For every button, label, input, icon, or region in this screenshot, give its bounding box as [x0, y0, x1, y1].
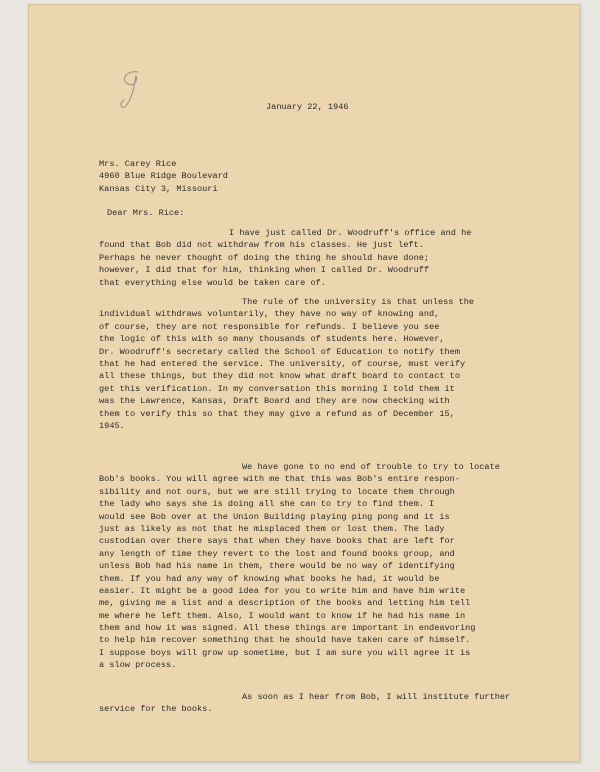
paragraph-line: of course, they are not responsible for refunds. I believe you see [99, 321, 440, 332]
paragraph-line: a slow process. [99, 660, 177, 671]
paragraph-line: the logic of this with so many thousands of students here. However, [99, 334, 445, 345]
paragraph-line: Dr. Woodruff's secretary called the School of Education to notify them [99, 346, 460, 357]
letter-page [28, 4, 580, 762]
paragraph-line: I have just called Dr. Woodruff's office and he [229, 228, 472, 238]
paragraph-line: just as likely as not that he misplaced them or lost them. The lady [99, 523, 445, 534]
paragraph-line: get this verification. In my conversation this morning I told them it [99, 383, 455, 394]
paragraph-line: custodian over there says that when they have books that are left for [99, 536, 455, 547]
paragraph-line: was the Lawrence, Kansas, Draft Board and they are now checking with [99, 396, 450, 407]
paragraph-line: them. If you had any way of knowing what books he had, it would be [99, 573, 440, 584]
paragraph-line: me where he left them. Also, I would want to know if he had his name in [99, 610, 466, 621]
paragraph-line: As soon as I hear from Bob, I will institute further [242, 692, 511, 702]
paragraph-line: that everything else would be taken care of. [99, 277, 326, 288]
paragraph-line: unless Bob had his name in them, there would be no way of identifying [99, 561, 455, 572]
salutation: Dear Mrs. Rice: [107, 208, 185, 218]
recipient-name: Mrs. Carey Rice [99, 159, 177, 169]
paragraph-1 [99, 227, 471, 289]
paragraph-line: to help him recover something that he should have taken care of himself. [99, 635, 471, 646]
paragraph-line: me, giving me a list and a description of the books and letting him tell [99, 598, 471, 609]
paragraph-line: would see Bob over at the Union Building playing ping pong and it is [99, 511, 450, 522]
paragraph-line: them to verify this so that they may give a refund as of December 15, [99, 408, 455, 419]
paragraph-line: that he had entered the service. The university, of course, must verify [99, 358, 466, 369]
paragraph-line: Bob's books. You will agree with me that this was Bob's entire respon- [99, 474, 460, 485]
paragraph-line: We have gone to no end of trouble to try to locate [242, 462, 500, 472]
paragraph-3 [99, 461, 500, 672]
handwritten-mark [112, 66, 152, 110]
paragraph-line: any length of time they revert to the lost and found books group, and [99, 548, 455, 559]
paragraph-line: sibility and not ours, but we are still trying to locate them through [99, 486, 455, 497]
paragraph-line: Perhaps he never thought of doing the thing he should have done; [99, 252, 430, 263]
paragraph-line: easier. It might be a good idea for you to write him and have him write [99, 585, 466, 596]
recipient-city: Kansas City 3, Missouri [99, 183, 218, 194]
paragraph-line: service for the books. [99, 704, 213, 715]
paragraph-line: however, I did that for him, thinking when I called Dr. Woodruff [99, 265, 430, 276]
paragraph-line: 1945. [99, 420, 125, 431]
paragraph-line: I suppose boys will grow up sometime, but I am sure you will agree it is [99, 647, 471, 658]
paragraph-line: The rule of the university is that unless the [242, 297, 475, 307]
paragraph-2 [99, 296, 474, 432]
paragraph-4 [99, 691, 510, 716]
paragraph-line: the lady who says she is doing all she can to try to find them. I [99, 499, 435, 510]
paragraph-line: them and how it was signed. All these things are important in endeavoring [99, 623, 476, 634]
letter-date: January 22, 1946 [266, 102, 349, 112]
paragraph-line: all these things, but they did not know what draft board to contact to [99, 371, 460, 382]
recipient-street: 4960 Blue Ridge Boulevard [99, 171, 228, 182]
recipient-address [99, 158, 228, 195]
paragraph-line: found that Bob did not withdraw from his classes. He just left. [99, 240, 424, 251]
paragraph-line: individual withdraws voluntarily, they have no way of knowing and, [99, 309, 440, 320]
